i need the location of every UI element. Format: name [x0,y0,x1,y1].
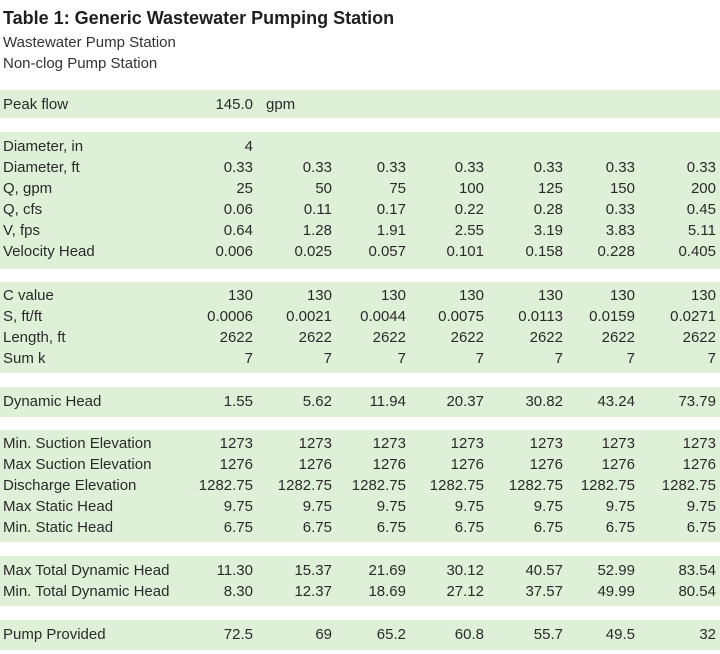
cell: 7 [554,350,563,367]
cell: 1282.75 [661,477,716,494]
table-row-min-suction-elevation [0,433,720,454]
row-label: Max Total Dynamic Head [3,562,170,579]
cell: 0.06 [223,201,253,218]
cell: 1282.75 [351,477,406,494]
table-row-peak-flow [0,94,720,115]
cell: 0.33 [223,159,253,176]
row-label: Peak flow [3,96,69,113]
row-label: Diameter, in [3,138,84,155]
cell: 21.69 [368,562,406,579]
cell: 3.83 [605,222,635,239]
row-label: Min. Total Dynamic Head [3,583,170,600]
cell: 30.12 [446,562,484,579]
table-row-max-total-dynamic-head [0,560,720,581]
cell: 52.99 [597,562,635,579]
cell: 0.0006 [207,308,253,325]
cell: 3.19 [533,222,563,239]
table-row-max-static-head [0,496,720,517]
cell: 1.91 [376,222,406,239]
cell: 0.33 [686,159,716,176]
cell: 1276 [682,456,716,473]
cell: 1282.75 [429,477,484,494]
cell: 18.69 [368,583,406,600]
cell: 130 [306,287,332,304]
cell: 0.33 [454,159,484,176]
cell: 7 [244,350,253,367]
cell: 5.62 [302,393,332,410]
table-row-length-ft [0,327,720,348]
cell: 0.33 [533,159,563,176]
cell: 0.0075 [438,308,484,325]
cell: 100 [458,180,484,197]
cell: 0.057 [368,243,406,260]
cell: 0.64 [223,222,253,239]
row-label: Diameter, ft [3,159,80,176]
table-row-diameter-in [0,136,720,157]
cell: 125 [537,180,563,197]
cell: 73.79 [678,393,716,410]
cell: 9.75 [302,498,332,515]
cell: 0.0113 [518,308,563,325]
cell: 1273 [372,435,406,452]
cell: 32 [699,626,716,643]
cell: 75 [389,180,406,197]
cell: 30.82 [525,393,563,410]
row-label: Sum k [3,350,46,367]
cell: 65.2 [376,626,406,643]
cell: 6.75 [376,519,406,536]
cell: 12.37 [294,583,332,600]
cell: 2622 [298,329,332,346]
table-row-s-ftft [0,306,720,327]
row-label: Pump Provided [3,626,106,643]
cell: 1273 [529,435,563,452]
row-label: Max Suction Elevation [3,456,152,473]
cell: 0.0021 [286,308,332,325]
cell: 1276 [450,456,484,473]
cell: 1.28 [302,222,332,239]
table-row-velocity-head [0,241,720,262]
cell: 0.33 [376,159,406,176]
cell: 0.0271 [670,308,716,325]
cell: 9.75 [686,498,716,515]
cell: 5.11 [687,222,716,239]
table-row-diameter-ft [0,157,720,178]
cell: 7 [626,350,635,367]
table-row-q-gpm [0,178,720,199]
cell: 60.8 [454,626,484,643]
subtitle-non-clog: Non-clog Pump Station [3,55,158,72]
cell: 0.33 [605,201,635,218]
subtitle-pump-station: Wastewater Pump Station [3,34,176,51]
table-row-max-suction-elevation [0,454,720,475]
unit-label: gpm [266,96,296,113]
row-label: Q, cfs [3,201,43,218]
cell: 2622 [372,329,406,346]
cell: 50 [315,180,332,197]
cell: 130 [609,287,635,304]
row-label: Velocity Head [3,243,95,260]
cell: 9.75 [533,498,563,515]
cell: 0.228 [597,243,635,260]
cell: 1.55 [223,393,253,410]
table-row-sum-k [0,348,720,369]
cell: 0.405 [678,243,716,260]
cell: 1282.75 [580,477,635,494]
cell: 130 [537,287,563,304]
cell: 1276 [298,456,332,473]
cell: 7 [707,350,716,367]
cell: 145.0 [215,96,253,113]
cell: 0.11 [303,201,332,218]
cell: 2622 [450,329,484,346]
cell: 0.0044 [360,308,406,325]
cell: 130 [380,287,406,304]
cell: 150 [609,180,635,197]
cell: 6.75 [686,519,716,536]
cell: 25 [236,180,253,197]
cell: 0.45 [686,201,716,218]
cell: 9.75 [454,498,484,515]
cell: 43.24 [597,393,635,410]
cell: 7 [475,350,484,367]
cell: 20.37 [446,393,484,410]
cell: 49.99 [597,583,635,600]
table-row-c-value [0,285,720,306]
cell: 1282.75 [277,477,332,494]
cell: 0.025 [294,243,332,260]
row-label: V, fps [3,222,40,239]
cell: 15.37 [294,562,332,579]
cell: 1276 [529,456,563,473]
cell: 0.006 [215,243,253,260]
cell: 1276 [601,456,635,473]
table-row-pump-provided [0,624,720,645]
cell: 0.17 [376,201,406,218]
cell: 27.12 [446,583,484,600]
cell: 1273 [219,435,253,452]
cell: 0.0159 [589,308,635,325]
cell: 80.54 [678,583,716,600]
cell: 9.75 [223,498,253,515]
cell: 0.22 [454,201,484,218]
cell: 40.57 [525,562,563,579]
row-label: Min. Suction Elevation [3,435,152,452]
cell: 2622 [219,329,253,346]
cell: 69 [315,626,332,643]
cell: 55.7 [533,626,563,643]
cell: 2622 [529,329,563,346]
cell: 9.75 [605,498,635,515]
cell: 49.5 [605,626,635,643]
row-label: Discharge Elevation [3,477,137,494]
cell: 7 [323,350,332,367]
cell: 1273 [601,435,635,452]
cell: 0.28 [533,201,563,218]
cell: 11.94 [369,393,406,410]
cell: 130 [458,287,484,304]
cell: 7 [397,350,406,367]
cell: 37.57 [525,583,563,600]
cell: 6.75 [533,519,563,536]
cell: 0.33 [605,159,635,176]
cell: 200 [690,180,716,197]
row-label: Q, gpm [3,180,53,197]
cell: 6.75 [605,519,635,536]
table-row-q-cfs [0,199,720,220]
row-label: C value [3,287,54,304]
cell: 1273 [450,435,484,452]
cell: 130 [227,287,253,304]
row-label: Length, ft [3,329,66,346]
cell: 0.158 [525,243,563,260]
table-row-min-static-head [0,517,720,538]
cell: 1276 [372,456,406,473]
cell: 2622 [682,329,716,346]
table-row-v-fps [0,220,720,241]
cell: 4 [244,138,253,155]
cell: 9.75 [376,498,406,515]
table-row-discharge-elevation [0,475,720,496]
cell: 130 [690,287,716,304]
table-row-dynamic-head [0,391,720,412]
cell: 1273 [682,435,716,452]
row-label: Max Static Head [3,498,114,515]
cell: 1273 [298,435,332,452]
cell: 0.101 [446,243,484,260]
cell: 6.75 [223,519,253,536]
table-title: Table 1: Generic Wastewater Pumping Station [3,8,395,28]
cell: 1282.75 [198,477,253,494]
cell: 11.30 [216,562,253,579]
row-label: S, ft/ft [3,308,43,325]
row-label: Dynamic Head [3,393,102,410]
cell: 1276 [219,456,253,473]
cell: 2622 [601,329,635,346]
table-row-min-total-dynamic-head [0,581,720,602]
cell: 8.30 [223,583,253,600]
cell: 0.33 [302,159,332,176]
cell: 1282.75 [508,477,563,494]
cell: 6.75 [454,519,484,536]
row-label: Min. Static Head [3,519,114,536]
cell: 72.5 [223,626,253,643]
cell: 6.75 [302,519,332,536]
cell: 83.54 [678,562,716,579]
cell: 2.55 [454,222,484,239]
